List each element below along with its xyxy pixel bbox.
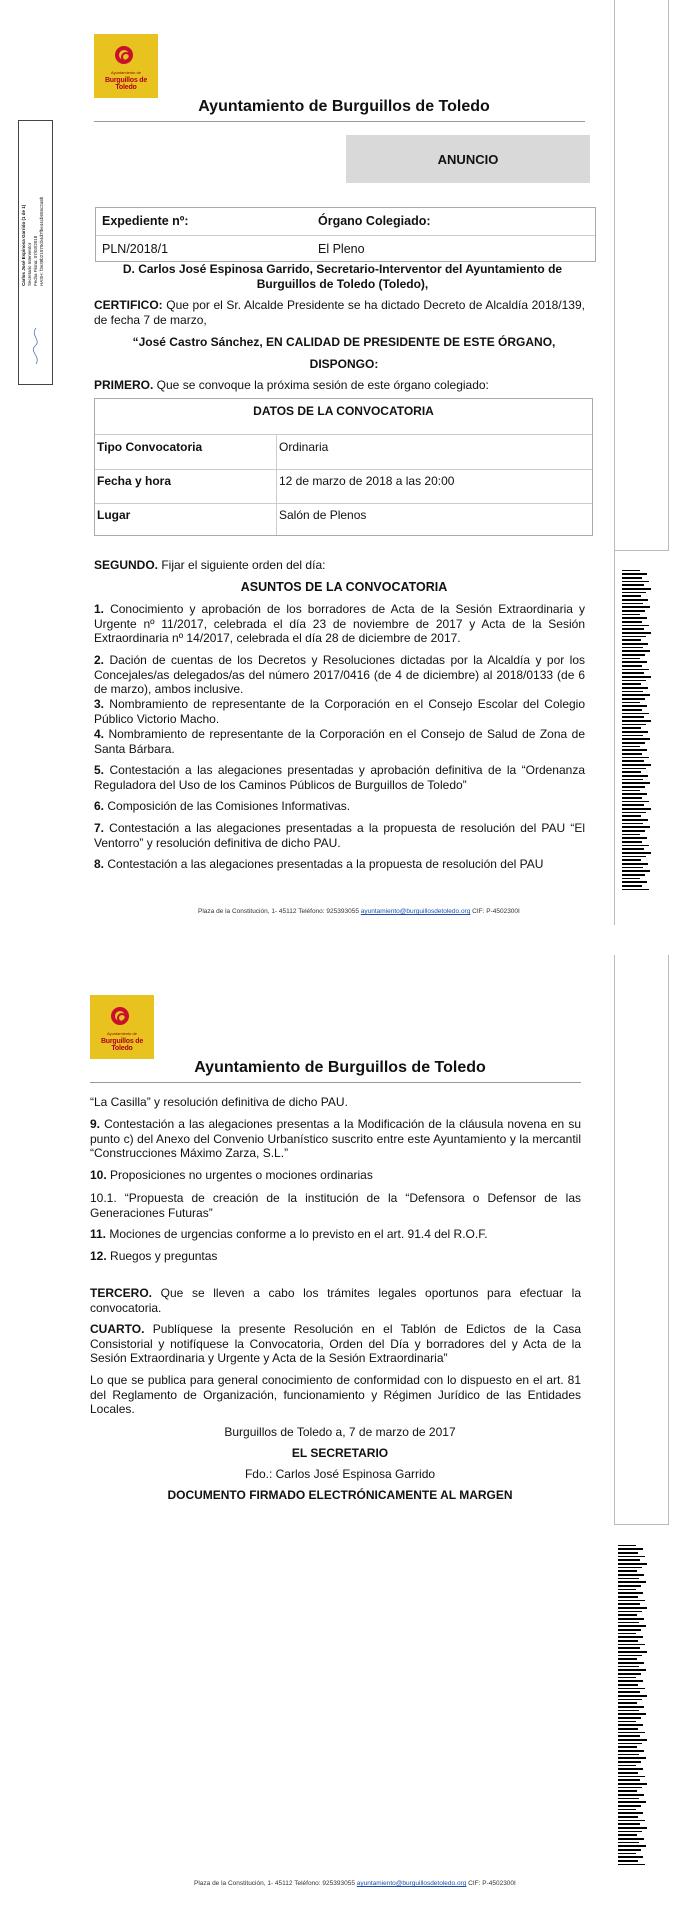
footer-address: Plaza de la Constitución, 1- 45112 Teléfono: 925393055 <box>194 1880 357 1887</box>
organo-header: Órgano Colegiado: <box>318 214 431 228</box>
barcode-stripe <box>622 735 643 736</box>
page-title: Ayuntamiento de Burguillos de Toledo <box>198 98 490 115</box>
barcode-stripe <box>618 1684 638 1686</box>
barcode-stripe <box>618 1831 642 1832</box>
barcode-stripe <box>618 1699 642 1700</box>
footer-address: Plaza de la Constitución, 1- 45112 Teléfono: 925393055 <box>198 908 361 915</box>
barcode-stripe <box>622 889 649 890</box>
agenda-item <box>90 1227 581 1242</box>
agenda-item-text: Contestación a las alegaciones presentas a la Modificación de la cláusula novena en su punto c) del Anexo del Convenio Urbanístico suscrito entre este Ayuntamiento y la mercantil “Construcciones Máximo Zarza, S.L.” <box>90 1117 581 1160</box>
barcode-stripe <box>622 845 649 846</box>
secretary-intro: D. Carlos José Espinosa Garrido, Secretario-Interventor del Ayuntamiento de Burguillos de Toledo (Toledo), <box>122 262 563 291</box>
municipal-logo <box>90 995 154 1059</box>
barcode-stripe <box>622 713 649 714</box>
title-divider <box>90 1082 581 1083</box>
barcode-stripe <box>622 643 648 645</box>
barcode-stripe <box>618 1790 637 1792</box>
barcode-stripe <box>622 731 648 733</box>
barcode-stripe <box>622 881 647 883</box>
margin-line <box>614 0 615 925</box>
logo-text-big: Burguillos de Toledo <box>104 77 148 91</box>
agenda-item-number: 2. <box>94 653 105 667</box>
segundo-paragraph <box>94 558 585 573</box>
barcode-stripe <box>622 808 651 810</box>
document-page-2 <box>0 955 677 1924</box>
barcode-stripe <box>618 1611 642 1612</box>
convocatoria-table-header: DATOS DE LA CONVOCATORIA <box>95 399 592 435</box>
barcode-stripe <box>618 1655 642 1656</box>
municipal-logo <box>94 34 158 98</box>
barcode-stripe <box>618 1666 639 1667</box>
barcode-stripe <box>618 1853 636 1854</box>
barcode-stripe <box>622 823 643 824</box>
agenda-item-text: Proposiciones no urgentes o mociones ordinarias <box>106 1168 373 1182</box>
logo-text-big: Burguillos de Toledo <box>100 1038 144 1052</box>
segundo-text: Fijar el siguiente orden del día: <box>158 558 326 572</box>
dispongo-heading: DISPONGO: <box>309 357 379 371</box>
barcode-stripe <box>618 1622 639 1623</box>
barcode-stripe <box>618 1548 643 1550</box>
barcode-stripe <box>618 1545 636 1546</box>
agenda-item-number: 9. <box>90 1117 101 1131</box>
row-key: Lugar <box>97 508 131 522</box>
cuarto-text: Publíquese la presente Resolución en el Tablón de Edictos de la Casa Consistorial y notifíquese la Convocatoria, Orden del Día y borradores del y Acta de la Sesión Extraordinaria y Urgente y Acta de la Sesión Extraordinaria” <box>90 1322 581 1365</box>
agenda-item-text: Contestación a las alegaciones presentadas y aprobación definitiva de la “Ordenanza Reguladora del Uso de los Caminos Públicos de Burguillos de Toledo” <box>94 763 585 792</box>
footer-cif: CIF: P-4502300I <box>466 1880 516 1887</box>
barcode-stripe <box>622 779 643 780</box>
barcode-stripe <box>618 1662 644 1664</box>
primero-label: PRIMERO. <box>94 378 154 392</box>
agenda-item-number: 11. <box>90 1227 107 1241</box>
barcode-stripe <box>622 782 650 784</box>
barcode-stripe <box>622 658 640 659</box>
electronic-signature-note: DOCUMENTO FIRMADO ELECTRÓNICAMENTE AL MARGEN <box>167 1488 513 1502</box>
barcode-stripe <box>618 1845 646 1847</box>
barcode-stripe <box>618 1570 637 1572</box>
barcode-stripe <box>618 1578 639 1579</box>
expediente-header: Expediente nº: <box>102 214 189 228</box>
barcode-stripe <box>622 577 642 579</box>
organo-value: El Pleno <box>318 242 365 256</box>
footer-email-link[interactable]: ayuntamiento@burguillosdetoledo.org <box>360 908 471 915</box>
agenda-item <box>90 1117 581 1161</box>
barcode-stripe <box>622 804 644 806</box>
agenda-item-text: Dación de cuentas de los Decretos y Resoluciones dictadas por la Alcaldía y por los Concejales/as delegados/as del número 2017/0416 (de 4 de diciembre) al 2018/0133 (de 6 de marzo), ambos inclusive. <box>94 653 585 696</box>
barcode-stripe <box>618 1812 643 1814</box>
barcode-stripe <box>622 790 640 791</box>
barcode-stripe <box>622 874 645 876</box>
agenda-item-text: Contestación a las alegaciones presentadas a la propuesta de resolución del PAU “El Ventorro” y resolución definitiva de dicho PAU. <box>94 821 585 850</box>
barcode-stripe <box>622 830 645 832</box>
barcode-stripe <box>618 1783 647 1785</box>
barcode-stripe <box>618 1581 646 1583</box>
barcode-stripe <box>618 1779 640 1781</box>
tercero-text: Que se lleven a cabo los trámites legales oportunos para efectuar la convocatoria. <box>90 1286 581 1315</box>
barcode-stripe <box>622 665 642 667</box>
barcode-stripe <box>622 797 642 799</box>
agenda-item-text: Composición de las Comisiones Informativas. <box>104 799 351 813</box>
agenda-item-text: Conocimiento y aprobación de los borradores de Acta de la Sesión Extraordinaria y Urgente nº 11/2017, celebrada el día 23 de noviembre de 2017 y Acta de la Sesión Extraordinaria nº 14/2017, celebrada el día 28 de diciembre de 2017. <box>94 602 585 645</box>
barcode-stripe <box>622 595 641 597</box>
place-date: Burguillos de Toledo a, 7 de marzo de 2017 <box>224 1425 456 1439</box>
continued-text: “La Casilla” y resolución definitiva de dicho PAU. <box>90 1095 348 1109</box>
stamp-hash: HASH: f3e38b21070cb4d7fbe44cb656c2a6b <box>39 196 44 286</box>
barcode-stripe <box>622 863 648 865</box>
barcode-stripe <box>618 1614 637 1616</box>
barcode-stripe <box>622 834 640 835</box>
agenda-item-number: 5. <box>94 763 105 777</box>
barcode-stripe <box>618 1798 639 1799</box>
barcode-stripe <box>622 786 645 788</box>
barcode-stripe <box>622 672 644 674</box>
barcode-stripe <box>618 1724 643 1726</box>
logo-emblem-icon <box>115 46 133 64</box>
barcode-stripe <box>618 1805 641 1807</box>
barcode-stripe <box>618 1721 636 1722</box>
barcode-stripe <box>622 867 643 868</box>
certifico-label: CERTIFICO: <box>94 298 163 312</box>
tercero-label: TERCERO. <box>90 1286 153 1300</box>
barcode-stripe <box>618 1556 645 1557</box>
barcode-stripe <box>618 1776 645 1777</box>
barcode-stripe <box>622 757 649 758</box>
barcode-stripe <box>618 1706 644 1708</box>
barcode-stripe <box>618 1794 644 1796</box>
barcode-stripe <box>618 1728 638 1730</box>
barcode-stripe <box>622 650 650 652</box>
barcode-stripe <box>618 1743 642 1744</box>
page-title: Ayuntamiento de Burguillos de Toledo <box>194 1059 486 1076</box>
barcode-stripe <box>622 705 647 707</box>
barcode-stripe <box>618 1644 645 1645</box>
barcode-stripe <box>618 1695 647 1697</box>
barcode-stripe <box>622 841 642 843</box>
agenda-item <box>94 857 585 872</box>
primero-paragraph <box>94 378 585 393</box>
barcode-stripe <box>618 1801 646 1803</box>
barcode-stripe <box>618 1567 642 1568</box>
barcode-stripe <box>618 1860 638 1862</box>
barcode-stripe <box>618 1680 643 1682</box>
primero-text: Que se convoque la próxima sesión de este órgano colegiado: <box>153 378 489 392</box>
stamp-date: Fecha Firma: 07/03/2018 <box>33 235 38 286</box>
barcode-stripe <box>622 768 646 769</box>
cuarto-paragraph <box>90 1322 581 1366</box>
barcode-stripe <box>622 639 641 641</box>
barcode-stripe <box>618 1713 646 1715</box>
margin-line <box>614 1524 669 1525</box>
barcode-icon <box>622 570 652 892</box>
signer-name: Fdo.: Carlos José Espinosa Garrido <box>244 1467 436 1481</box>
agenda-item-number: 3. <box>94 697 105 711</box>
barcode-stripe <box>622 698 645 700</box>
barcode-stripe <box>622 610 645 612</box>
agenda-item <box>94 653 585 697</box>
agenda-item <box>94 727 585 756</box>
barcode-stripe <box>618 1651 647 1653</box>
barcode-stripe <box>622 617 647 619</box>
barcode-stripe <box>618 1589 636 1590</box>
agenda-item-number: 8. <box>94 857 105 871</box>
barcode-stripe <box>622 661 647 663</box>
agenda-item-number: 7. <box>94 821 105 835</box>
agenda-item-number: 1. <box>94 602 105 616</box>
barcode-stripe <box>622 709 642 711</box>
barcode-stripe <box>622 749 647 751</box>
barcode-stripe <box>622 753 642 755</box>
barcode-stripe <box>618 1600 645 1601</box>
segundo-label: SEGUNDO. <box>94 558 159 572</box>
barcode-stripe <box>622 837 647 839</box>
handwritten-signature-icon <box>27 326 45 366</box>
barcode-stripe <box>622 859 641 861</box>
barcode-stripe <box>618 1732 645 1733</box>
page-separator <box>0 940 677 955</box>
agenda-item-text: Nombramiento de representante de la Corporación en el Consejo Escolar del Colegio Público Victorio Macho. <box>94 697 585 726</box>
table-row <box>96 208 595 236</box>
barcode-stripe <box>618 1842 639 1843</box>
barcode-stripe <box>618 1856 643 1858</box>
barcode-stripe <box>618 1647 640 1649</box>
barcode-stripe <box>622 647 643 648</box>
agenda-item <box>94 697 585 726</box>
logo-emblem-icon <box>111 1007 129 1025</box>
title-divider <box>94 121 585 122</box>
agenda-item-number: 10. <box>90 1168 107 1182</box>
table-row <box>95 469 592 504</box>
barcode-stripe <box>618 1559 640 1561</box>
agenda-item <box>94 602 585 646</box>
agenda-item <box>94 799 585 814</box>
asuntos-heading: ASUNTOS DE LA CONVOCATORIA <box>240 580 448 594</box>
barcode-stripe <box>622 636 646 637</box>
agenda-item-text: Mociones de urgencias conforme a lo previsto en el art. 91.4 del R.O.F. <box>106 1227 488 1241</box>
barcode-stripe <box>618 1658 637 1660</box>
barcode-stripe <box>622 801 649 802</box>
barcode-stripe <box>622 771 641 773</box>
barcode-stripe <box>618 1761 641 1763</box>
barcode-stripe <box>622 687 648 689</box>
agenda-item-text: Ruegos y preguntas <box>106 1249 218 1263</box>
barcode-stripe <box>622 793 647 795</box>
expediente-value: PLN/2018/1 <box>102 242 169 256</box>
barcode-stripe <box>618 1563 647 1565</box>
barcode-stripe <box>618 1673 641 1675</box>
barcode-stripe <box>622 852 651 854</box>
barcode-stripe <box>618 1669 646 1671</box>
page-footer <box>194 1880 516 1887</box>
barcode-stripe <box>618 1603 640 1605</box>
barcode-stripe <box>618 1625 646 1627</box>
barcode-stripe <box>622 878 640 879</box>
cuarto-label: CUARTO. <box>90 1322 145 1336</box>
barcode-stripe <box>618 1864 645 1865</box>
barcode-stripe <box>622 702 640 703</box>
signer-title: EL SECRETARIO <box>291 1446 389 1460</box>
barcode-stripe <box>622 614 640 615</box>
barcode-stripe <box>622 775 648 777</box>
barcode-stripe <box>618 1823 640 1825</box>
barcode-stripe <box>622 592 646 593</box>
barcode-stripe <box>622 669 649 670</box>
barcode-stripe <box>622 742 645 744</box>
barcode-stripe <box>622 724 646 725</box>
logo-text-small: Ayuntamiento de <box>111 70 141 75</box>
barcode-stripe <box>618 1750 644 1752</box>
barcode-stripe <box>618 1809 636 1810</box>
barcode-stripe <box>622 603 643 604</box>
barcode-stripe <box>618 1710 639 1711</box>
publica-paragraph: Lo que se publica para general conocimiento de conformidad con lo dispuesto en el art. 81 del Reglamento de Organización, funcionamiento y Régimen Jurídico de las Entidades Locales. <box>90 1373 581 1416</box>
document-page-1 <box>0 0 677 940</box>
barcode-icon <box>618 1545 648 1867</box>
agenda-item-text: Contestación a las alegaciones presentadas a la propuesta de resolución del PAU <box>104 857 544 871</box>
barcode-stripe <box>622 621 642 623</box>
barcode-stripe <box>618 1592 643 1594</box>
barcode-stripe <box>622 694 650 696</box>
barcode-stripe <box>618 1838 644 1840</box>
barcode-stripe <box>618 1691 640 1693</box>
barcode-stripe <box>622 570 640 571</box>
barcode-stripe <box>618 1820 645 1821</box>
barcode-stripe <box>618 1787 642 1788</box>
agenda-item <box>90 1168 581 1183</box>
electronic-signature-stamp <box>18 120 53 385</box>
table-row <box>96 236 595 263</box>
barcode-stripe <box>618 1765 636 1766</box>
barcode-stripe <box>618 1636 643 1638</box>
barcode-stripe <box>622 720 651 722</box>
footer-cif: CIF: P-4502300I <box>470 908 520 915</box>
barcode-stripe <box>622 632 651 634</box>
barcode-stripe <box>622 581 649 582</box>
certifico-text: Que por el Sr. Alcalde Presidente se ha dictado Decreto de Alcaldía 2018/139, de fecha 7 de marzo, <box>94 298 585 327</box>
barcode-stripe <box>618 1739 647 1741</box>
page-footer <box>198 908 520 915</box>
barcode-stripe <box>622 826 650 828</box>
convocatoria-table <box>94 398 593 536</box>
barcode-stripe <box>618 1702 637 1704</box>
expediente-table <box>95 207 596 262</box>
table-row <box>95 435 592 470</box>
agenda-item-number: 4. <box>94 727 105 741</box>
barcode-stripe <box>622 691 643 692</box>
certifico-paragraph <box>94 298 585 327</box>
barcode-stripe <box>622 628 644 630</box>
barcode-stripe <box>618 1677 636 1678</box>
agenda-item-number: 6. <box>94 799 105 813</box>
agenda-item-number: 12. <box>90 1249 107 1263</box>
barcode-stripe <box>618 1735 640 1737</box>
barcode-stripe <box>622 599 648 601</box>
barcode-stripe <box>618 1633 636 1634</box>
barcode-stripe <box>622 676 651 678</box>
barcode-stripe <box>618 1816 638 1818</box>
barcode-stripe <box>622 680 646 681</box>
table-row <box>95 503 592 537</box>
barcode-stripe <box>622 573 647 575</box>
barcode-stripe <box>618 1629 641 1631</box>
barcode-stripe <box>618 1827 647 1829</box>
barcode-stripe <box>618 1552 638 1554</box>
agenda-item <box>94 821 585 850</box>
barcode-stripe <box>622 746 640 747</box>
margin-line <box>668 955 669 1525</box>
barcode-stripe <box>618 1585 641 1587</box>
barcode-stripe <box>622 870 650 872</box>
row-key: Fecha y hora <box>97 474 172 488</box>
barcode-stripe <box>622 625 649 626</box>
row-value: Salón de Plenos <box>279 508 367 522</box>
barcode-stripe <box>618 1640 638 1642</box>
agenda-item <box>90 1249 581 1264</box>
barcode-stripe <box>622 606 650 608</box>
barcode-stripe <box>622 812 646 813</box>
barcode-stripe <box>618 1768 643 1770</box>
agenda-subitem: 10.1. “Propuesta de creación de la institución de la “Defensora o Defensor de las Generaciones Futuras” <box>90 1191 581 1220</box>
barcode-stripe <box>622 654 645 656</box>
barcode-stripe <box>622 584 644 586</box>
row-key: Tipo Convocatoria <box>97 440 203 454</box>
barcode-stripe <box>618 1607 647 1609</box>
barcode-stripe <box>618 1757 646 1759</box>
row-value: 12 de marzo de 2018 a las 20:00 <box>279 474 455 488</box>
barcode-stripe <box>622 856 646 857</box>
barcode-stripe <box>618 1717 641 1719</box>
barcode-stripe <box>622 738 650 740</box>
barcode-stripe <box>618 1754 639 1755</box>
barcode-stripe <box>622 764 651 766</box>
barcode-stripe <box>622 588 651 590</box>
barcode-stripe <box>622 848 644 850</box>
anuncio-box: ANUNCIO <box>346 135 590 183</box>
row-value: Ordinaria <box>279 440 329 454</box>
agenda-item <box>94 763 585 792</box>
logo-text-small: Ayuntamiento de <box>107 1031 137 1036</box>
stamp-role: Secretario Interventor <box>27 242 32 286</box>
stamp-signer: Carlos José Espinosa Garrido (1 de 1) <box>21 204 26 286</box>
agenda-item-text: Nombramiento de representante de la Corporación en el Consejo de Salud de Zona de Santa Bárbara. <box>94 727 585 756</box>
barcode-stripe <box>618 1574 644 1576</box>
margin-line <box>614 550 669 551</box>
barcode-stripe <box>622 727 641 729</box>
barcode-stripe <box>618 1849 641 1851</box>
barcode-stripe <box>622 815 641 817</box>
barcode-stripe <box>618 1772 638 1774</box>
margin-line <box>668 0 669 550</box>
barcode-stripe <box>622 683 641 685</box>
barcode-stripe <box>622 819 648 821</box>
barcode-stripe <box>622 716 644 718</box>
barcode-stripe <box>618 1834 637 1836</box>
tercero-paragraph <box>90 1286 581 1315</box>
footer-email-link[interactable]: ayuntamiento@burguillosdetoledo.org <box>356 1880 467 1887</box>
barcode-stripe <box>618 1596 638 1598</box>
barcode-stripe <box>618 1746 637 1748</box>
barcode-stripe <box>622 760 644 762</box>
barcode-stripe <box>622 885 642 887</box>
margin-line <box>614 955 615 1525</box>
barcode-stripe <box>618 1688 645 1689</box>
barcode-stripe <box>618 1618 644 1620</box>
decree-quote: “José Castro Sánchez, EN CALIDAD DE PRESIDENTE DE ESTE ÓRGANO, <box>132 335 556 349</box>
